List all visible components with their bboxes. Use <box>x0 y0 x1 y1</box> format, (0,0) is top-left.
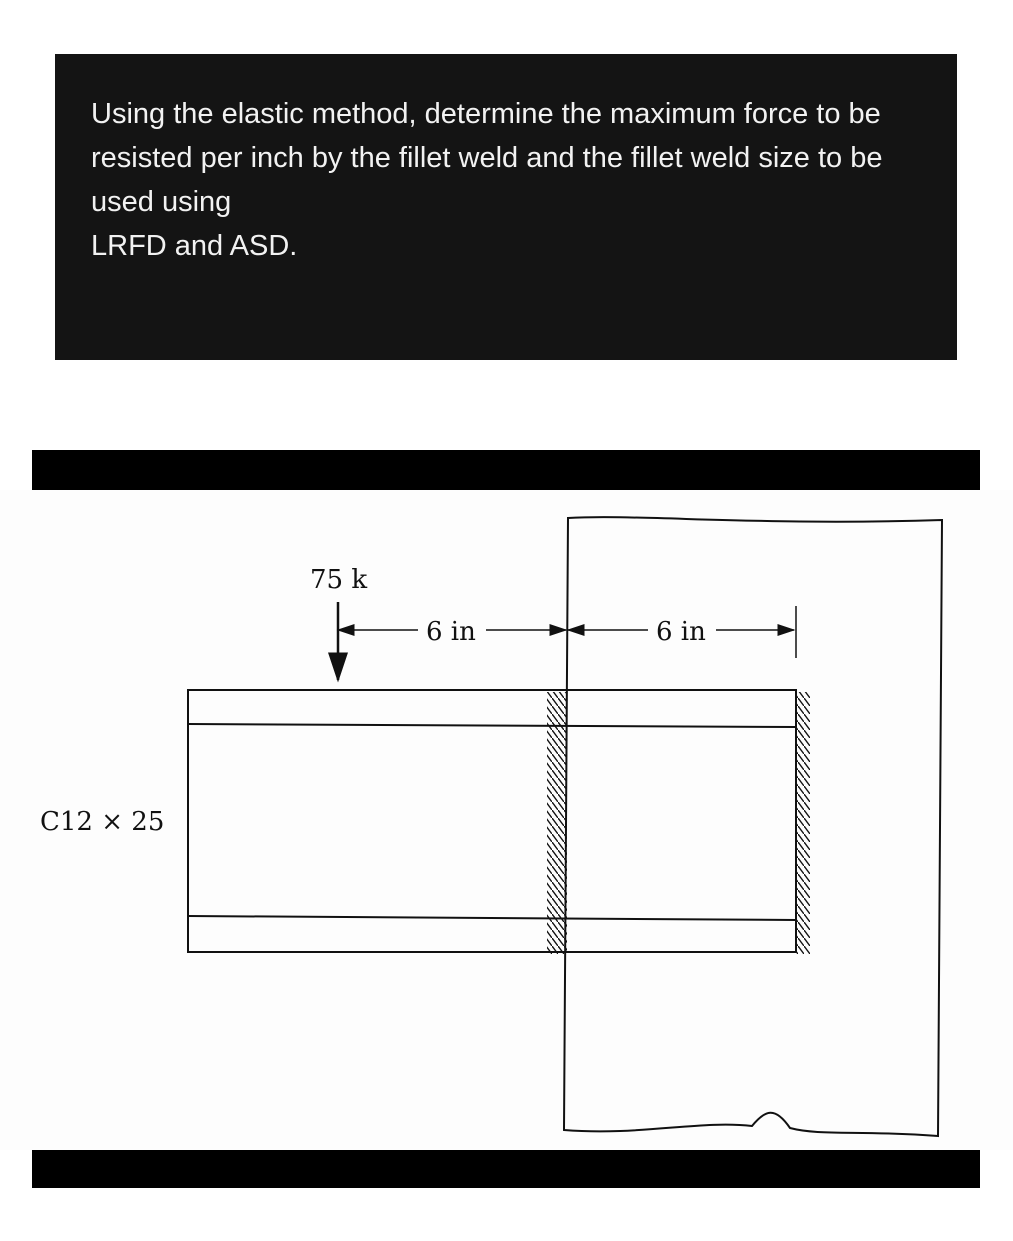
question-line-2: resisted per inch by the fillet weld and the fillet weld size to be used using <box>91 142 883 218</box>
weld-right-hatch <box>796 692 810 954</box>
weld-diagram-svg <box>0 490 1013 1150</box>
dim-left-label: 6 in <box>426 617 476 647</box>
load-label: 75 k <box>310 565 368 595</box>
weld-left-hatch <box>547 692 567 954</box>
top-black-bar <box>32 450 980 490</box>
channel-top-flange-line <box>188 724 796 727</box>
question-line-1: Using the elastic method, determine the maximum force to be <box>91 98 881 130</box>
question-card <box>55 54 957 360</box>
section-label: C12 × 25 <box>40 807 165 837</box>
channel-body <box>188 690 796 952</box>
question-line-3: LRFD and ASD. <box>91 230 298 262</box>
question-text <box>91 92 921 268</box>
column-plate <box>564 517 942 1136</box>
dim-right-label: 6 in <box>656 617 706 647</box>
weld-diagram <box>0 490 1013 1150</box>
bottom-black-bar <box>32 1150 980 1188</box>
channel-bottom-flange-line <box>188 916 796 920</box>
